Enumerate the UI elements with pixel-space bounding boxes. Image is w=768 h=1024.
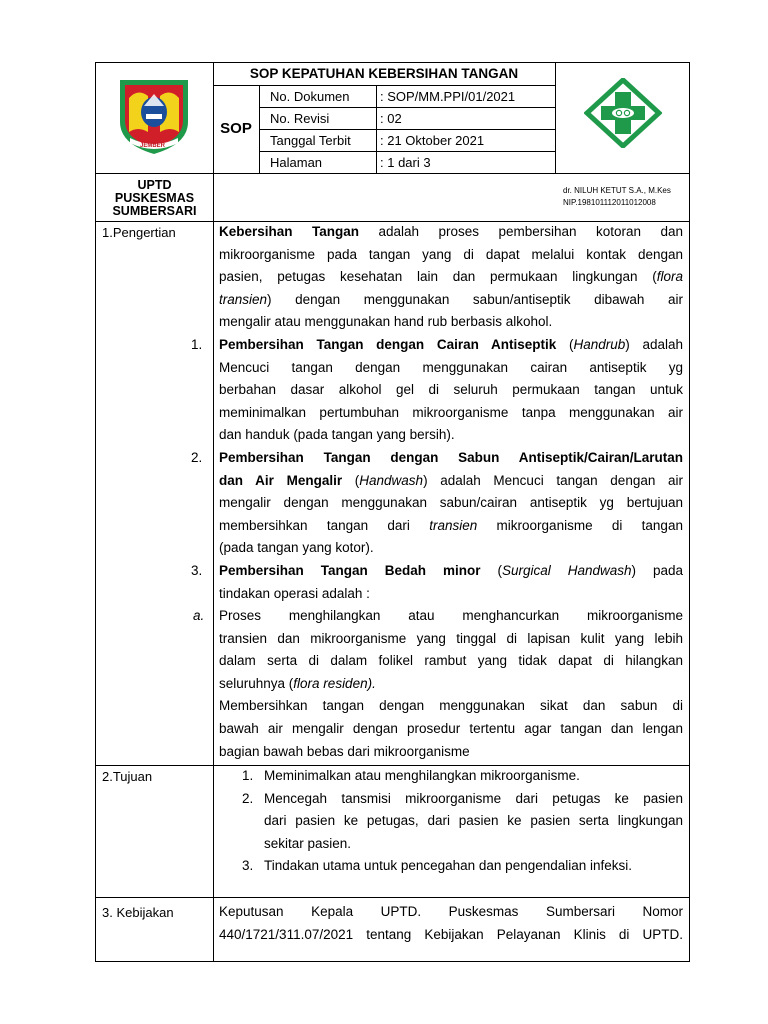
header-divider — [96, 173, 689, 174]
tujuan-content — [242, 765, 683, 878]
signatory-name: dr. NILUH KETUT S.A., M.Kes — [563, 186, 671, 195]
paragraph-line: pasien, petugas kesehatan lain dan permukaan lingkungan (flora — [219, 269, 683, 285]
field-value: : 21 Oktober 2021 — [380, 133, 485, 148]
section-label-kebijakan: 3. Kebijakan — [102, 905, 174, 920]
paragraph-line: Kebersihan Tangan adalah proses pembersihan kotoran dan — [219, 224, 683, 239]
paragraph-line: dan Air Mengalir (Handwash) adalah Mencuci tangan dengan air — [219, 472, 684, 488]
paragraph-line: bawah air mengalir dengan prosedur tertentu agar tangan dan lengan — [219, 721, 683, 737]
sop-document — [95, 62, 690, 962]
paragraph-line: (pada tangan yang kotor). — [219, 540, 374, 556]
right-divider — [555, 63, 556, 173]
org-name: UPTD PUSKESMAS SUMBERSARI — [112, 178, 197, 218]
list-item: 3. Pembersihan Tangan Bedah minor (Surgical Handwash) pada — [191, 562, 684, 578]
paragraph-line: sekitar pasien. — [264, 835, 352, 851]
list-item: 1. Pembersihan Tangan dengan Cairan Antiseptik (Handrub) adalah — [191, 336, 683, 352]
row-divider — [259, 107, 555, 108]
paragraph-line: dalam serta di dalam folikel rambut yang tidak dapat di hilangkan — [219, 653, 683, 669]
section-label-tujuan: 2.Tujuan — [102, 769, 153, 784]
sop-label: SOP — [220, 120, 252, 137]
row-divider — [259, 129, 555, 130]
title-divider — [213, 85, 555, 86]
paragraph-line: Membersihkan tangan dengan menggunakan sikat dan sabun di — [219, 698, 683, 714]
paragraph-line: bagian bawah bebas dari mikroorganisme — [219, 743, 470, 759]
field-label: Tanggal Terbit — [270, 133, 351, 148]
paragraph-line: seluruhnya (flora residen). — [219, 675, 376, 691]
field-label: Halaman — [270, 155, 323, 170]
paragraph-line: meminimalkan pertumbuhan mikroorganisme tanpa menggunakan air — [219, 404, 683, 420]
signatory — [563, 185, 671, 209]
field-label: No. Revisi — [270, 111, 330, 126]
paragraph-line: transien dan mikroorganisme yang tinggal di lapisan kulit yang lebih — [219, 630, 683, 646]
paragraph-line: tindakan operasi adalah : — [219, 585, 370, 601]
pengertian-content — [191, 221, 684, 763]
list-item: 2. Pembersihan Tangan dengan Sabun Antiseptik/Cairan/Larutan — [191, 449, 683, 465]
list-item: a. Proses menghilangkan atau menghancurkan mikroorganisme — [193, 608, 683, 624]
paragraph-line: Keputusan Kepala UPTD. Puskesmas Sumbersari Nomor — [219, 904, 683, 919]
paragraph-line: dari pasien ke petugas, dari pasien ke pasien serta lingkungan — [264, 813, 683, 829]
puskesmas-logo — [584, 78, 662, 148]
paragraph-line: mengalir atau menggunakan hand rub berbasis alkohol. — [219, 314, 553, 330]
section-divider — [96, 897, 689, 898]
kebijakan-content — [219, 901, 683, 946]
paragraph-line: transien) dengan menggunakan sabun/antiseptik dibawah air — [219, 291, 683, 307]
paragraph-line: membersihkan tangan dari transien mikroorganisme di tangan — [219, 517, 683, 533]
field-value: : 1 dari 3 — [380, 155, 431, 170]
field-label: No. Dokumen — [270, 89, 350, 104]
paragraph-line: 440/1721/311.07/2021 tentang Kebijakan Pelayanan Klinis di UPTD. — [219, 926, 683, 942]
paragraph-line: dan handuk (pada tangan yang bersih). — [219, 427, 455, 443]
paragraph-line: Mencuci tangan dengan menggunakan cairan antiseptik yg — [219, 359, 683, 375]
logo-banner: JEMBER — [140, 143, 166, 149]
list-item: 2. Mencegah tansmisi mikroorganisme dari petugas ke pasien — [242, 790, 683, 806]
section-label-pengertian: 1.Pengertian — [102, 225, 176, 240]
row-divider — [259, 151, 555, 152]
paragraph-line: mengalir dengan menggunakan sabun/cairan antiseptik yg bertujuan — [219, 495, 683, 511]
field-value: : 02 — [380, 111, 402, 126]
paragraph-line: mikroorganisme pada tangan yang di dapat melalui kontak dengan — [219, 246, 683, 262]
field-value: : SOP/MM.PPI/01/2021 — [380, 89, 516, 104]
page-title: SOP KEPATUHAN KEBERSIHAN TANGAN — [249, 66, 519, 81]
column-divider — [213, 63, 214, 962]
paragraph-line: berbahan dasar alkohol gel di seluruh permukaan tangan untuk — [219, 382, 683, 398]
list-item: 1. Meminimalkan atau menghilangkan mikroorganisme. — [242, 768, 580, 783]
list-item: 3. Tindakan utama untuk pencegahan dan pengendalian infeksi. — [242, 858, 633, 874]
signatory-nip: NIP.198101112011012008 — [563, 198, 656, 207]
